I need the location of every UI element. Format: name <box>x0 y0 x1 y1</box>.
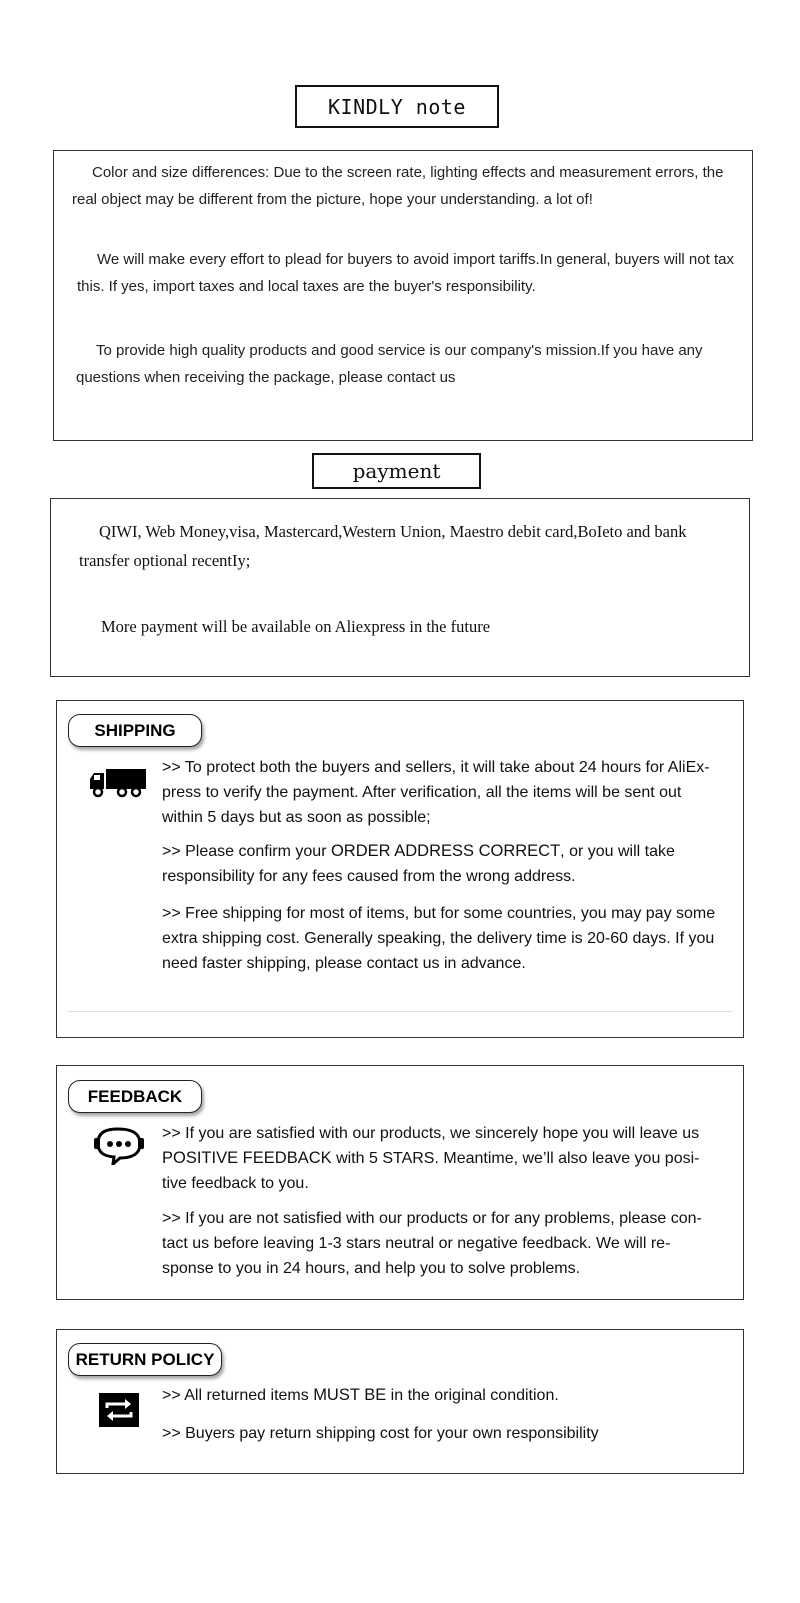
truck-icon <box>90 769 146 799</box>
kindly-note-title <box>295 85 499 128</box>
shipping-paragraph-address <box>162 839 722 889</box>
feedback-label <box>68 1080 202 1113</box>
return-condition-text-before: >> All returned items <box>162 1387 314 1404</box>
kindly-note-paragraph-tariffs: We will make every effort to plead for buyers to avoid import tariffs.In general, buyers will not tax this. If yes, import taxes and local taxes are the buyer's responsibility. <box>77 251 734 295</box>
shipping-address-text-before: >> Please confirm your <box>162 843 331 860</box>
kindly-note-title-text: KINDLY note <box>328 94 466 119</box>
shipping-paragraph-free-shipping: >> Free shipping for most of items, but for some countries, you may pay some extra shipping cost. Generally speaking, the delivery time is 20-60 days. If you need faster shipping, please contact us in advance. <box>162 905 716 972</box>
return-policy-paragraph-condition <box>162 1383 722 1408</box>
feedback-paragraph-positive <box>162 1121 722 1196</box>
payment-title-text: payment <box>352 459 441 483</box>
shipping-panel <box>56 700 744 1038</box>
shipping-paragraph-verify: >> To protect both the buyers and sellers, it will take about 24 hours for AliEx- press to verify the payment. After verification, all the items will be sent out within 5 days but as soon as possible; <box>162 759 710 826</box>
feedback-positive-caps: POSITIVE FEEDBACK <box>162 1149 332 1167</box>
kindly-note-paragraph-mission: To provide high quality products and good service is our company's mission.If you have any questions when receiving the package, please contact us <box>76 342 703 386</box>
payment-title <box>312 453 481 489</box>
shipping-address-caps: ORDER ADDRESS CORRECT <box>330 842 561 860</box>
return-condition-caps: MUST BE <box>313 1386 387 1404</box>
chat-bubble-icon <box>94 1127 144 1165</box>
payment-panel <box>50 498 750 677</box>
return-policy-panel <box>56 1329 744 1474</box>
return-policy-label <box>68 1343 222 1376</box>
return-policy-label-text: RETURN POLICY <box>75 1349 215 1369</box>
shipping-divider <box>67 1011 733 1012</box>
return-policy-paragraph-shipping-cost: >> Buyers pay return shipping cost for your own responsibility <box>162 1425 599 1442</box>
kindly-note-paragraph-color: Color and size differences: Due to the screen rate, lighting effects and measurement errors, the real object may be different from the picture, hope your understanding. a lot of! <box>72 164 724 208</box>
shipping-address-text-after: , or you will take responsibility for any fees caused from the wrong address. <box>162 843 675 885</box>
feedback-paragraph-negative: >> If you are not satisfied with our products or for any problems, please con- tact us before leaving 1-3 stars neutral or negative feedback. We will re- sponse to you in 24 hours, and help you to solve problems. <box>162 1210 702 1277</box>
feedback-label-text: FEEDBACK <box>87 1086 183 1106</box>
kindly-note-panel <box>53 150 753 441</box>
payment-future-paragraph: More payment will be available on Aliexpress in the future <box>101 617 491 636</box>
return-condition-text-after: in the original condition. <box>386 1387 559 1404</box>
shipping-label-text: SHIPPING <box>94 720 176 740</box>
feedback-panel <box>56 1065 744 1300</box>
feedback-positive-text-before: >> If you are satisfied with our products, we sincerely hope you will leave us <box>162 1125 700 1142</box>
shipping-label <box>68 714 202 747</box>
return-arrows-icon <box>99 1393 139 1427</box>
feedback-positive-text-after: with 5 STARS. Meantime, we’ll also leave you posi- tive feedback to you. <box>162 1150 700 1192</box>
payment-methods-paragraph: QIWI, Web Money,visa, Mastercard,Western Union, Maestro debit card,BoIeto and bank transfer optional recentIy; <box>79 522 687 570</box>
